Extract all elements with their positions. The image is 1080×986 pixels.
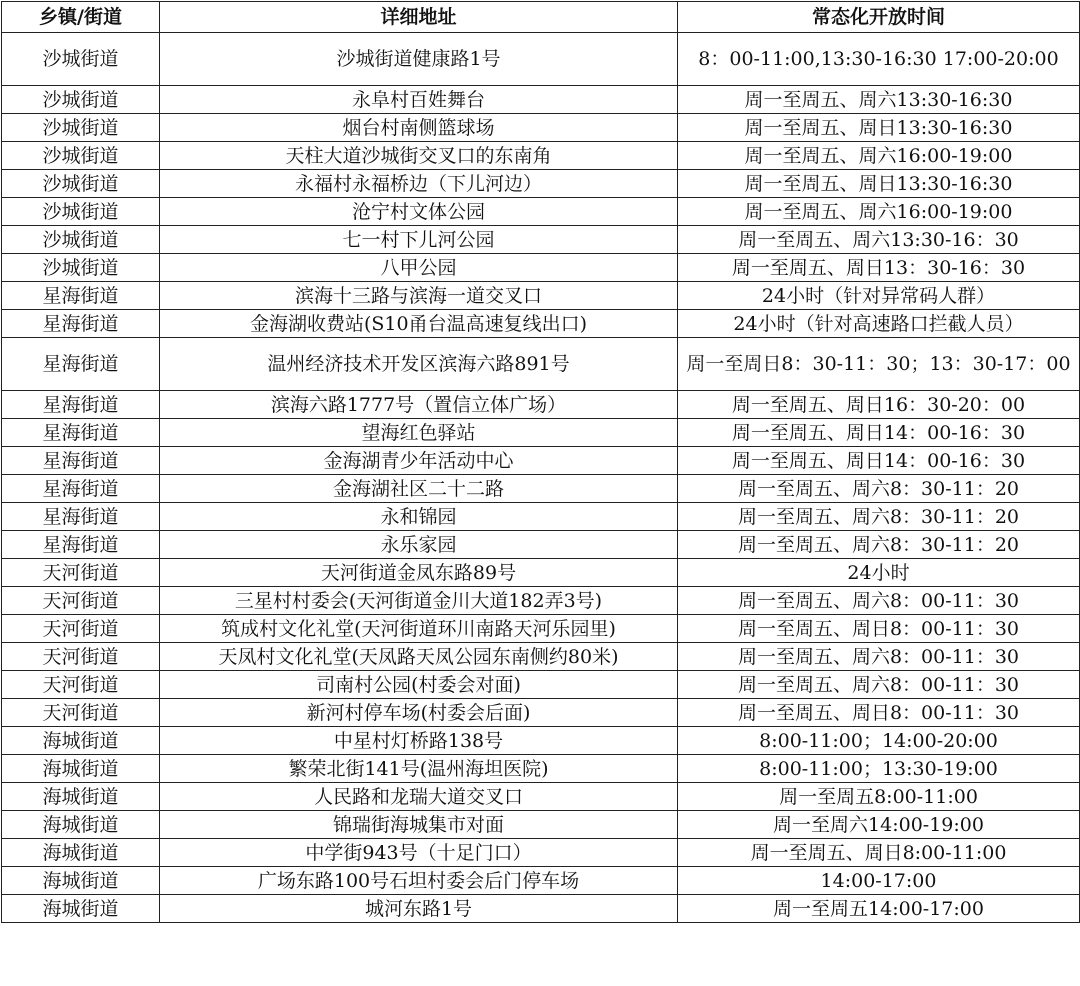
street-cell: 星海街道 (2, 503, 160, 531)
table-row (2, 615, 1080, 643)
address-cell: 新河村停车场(村委会后面) (160, 699, 678, 727)
address-cell: 望海红色驿站 (160, 419, 678, 447)
street-cell: 天河街道 (2, 587, 160, 615)
hours-cell: 周一至周五、周日8:00-11:00 (678, 839, 1080, 867)
street-cell: 沙城街道 (2, 198, 160, 226)
address-cell: 城河东路1号 (160, 895, 678, 923)
street-cell: 星海街道 (2, 531, 160, 559)
street-cell: 星海街道 (2, 419, 160, 447)
table-header-row (2, 2, 1080, 33)
hours-cell: 周一至周五、周日13：30-16：30 (678, 254, 1080, 282)
table-row (2, 338, 1080, 391)
table-row (2, 531, 1080, 559)
table-row (2, 310, 1080, 338)
street-cell: 海城街道 (2, 867, 160, 895)
street-cell: 天河街道 (2, 671, 160, 699)
hours-cell: 周一至周五、周六8：00-11：30 (678, 643, 1080, 671)
table-row (2, 839, 1080, 867)
address-cell: 沙城街道健康路1号 (160, 33, 678, 86)
table-row (2, 643, 1080, 671)
hours-cell: 24小时（针对高速路口拦截人员） (678, 310, 1080, 338)
address-cell: 中学街943号（十足门口） (160, 839, 678, 867)
hours-cell: 周一至周五、周六8：30-11：20 (678, 503, 1080, 531)
hours-cell: 8:00-11:00；13:30-19:00 (678, 755, 1080, 783)
hours-cell: 24小时（针对异常码人群） (678, 282, 1080, 310)
address-cell: 金海湖社区二十二路 (160, 475, 678, 503)
table-row (2, 142, 1080, 170)
hours-cell: 周一至周日8：30-11：30；13：30-17：00 (678, 338, 1080, 391)
hours-cell: 周一至周五、周六8：00-11：30 (678, 671, 1080, 699)
address-cell: 人民路和龙瑞大道交叉口 (160, 783, 678, 811)
table-row (2, 447, 1080, 475)
address-cell: 温州经济技术开发区滨海六路891号 (160, 338, 678, 391)
address-cell: 天河街道金凤东路89号 (160, 559, 678, 587)
table-row (2, 282, 1080, 310)
street-cell: 沙城街道 (2, 170, 160, 198)
address-cell: 永福村永福桥边（下儿河边） (160, 170, 678, 198)
table-row (2, 33, 1080, 86)
street-cell: 沙城街道 (2, 114, 160, 142)
table-row (2, 811, 1080, 839)
street-cell: 星海街道 (2, 391, 160, 419)
hours-cell: 周一至周五、周日13:30-16:30 (678, 170, 1080, 198)
table-row (2, 699, 1080, 727)
table-row (2, 254, 1080, 282)
street-cell: 沙城街道 (2, 226, 160, 254)
table-row (2, 727, 1080, 755)
address-cell: 金海湖收费站(S10甬台温高速复线出口) (160, 310, 678, 338)
address-cell: 司南村公园(村委会对面) (160, 671, 678, 699)
table-row (2, 198, 1080, 226)
address-cell: 天柱大道沙城街交叉口的东南角 (160, 142, 678, 170)
hours-cell: 周一至周五、周日14：00-16：30 (678, 447, 1080, 475)
table-row (2, 895, 1080, 923)
street-cell: 星海街道 (2, 338, 160, 391)
address-cell: 筑成村文化礼堂(天河街道环川南路天河乐园里) (160, 615, 678, 643)
address-cell: 锦瑞街海城集市对面 (160, 811, 678, 839)
address-cell: 中星村灯桥路138号 (160, 727, 678, 755)
street-cell: 星海街道 (2, 447, 160, 475)
address-cell: 永乐家园 (160, 531, 678, 559)
address-cell: 八甲公园 (160, 254, 678, 282)
header-street: 乡镇/街道 (2, 2, 160, 33)
table-body (2, 33, 1080, 923)
hours-cell: 周一至周五、周日14：00-16：30 (678, 419, 1080, 447)
street-cell: 沙城街道 (2, 33, 160, 86)
street-cell: 海城街道 (2, 811, 160, 839)
hours-cell: 8:00-11:00；14:00-20:00 (678, 727, 1080, 755)
hours-cell: 周一至周五、周六16:00-19:00 (678, 198, 1080, 226)
table-row (2, 391, 1080, 419)
hours-cell: 周一至周五、周六8：30-11：20 (678, 475, 1080, 503)
hours-cell: 周一至周五、周六13:30-16：30 (678, 226, 1080, 254)
street-cell: 海城街道 (2, 839, 160, 867)
street-cell: 星海街道 (2, 475, 160, 503)
hours-cell: 周一至周五、周六8：00-11：30 (678, 587, 1080, 615)
hours-cell: 周一至周五、周日8：00-11：30 (678, 699, 1080, 727)
table-row (2, 475, 1080, 503)
address-cell: 永阜村百姓舞台 (160, 86, 678, 114)
header-hours: 常态化开放时间 (678, 2, 1080, 33)
hours-cell: 14:00-17:00 (678, 867, 1080, 895)
header-address: 详细地址 (160, 2, 678, 33)
street-cell: 天河街道 (2, 615, 160, 643)
address-cell: 永和锦园 (160, 503, 678, 531)
table-row (2, 559, 1080, 587)
table-row (2, 170, 1080, 198)
street-cell: 海城街道 (2, 755, 160, 783)
address-cell: 烟台村南侧篮球场 (160, 114, 678, 142)
hours-cell: 周一至周五、周日16：30-20：00 (678, 391, 1080, 419)
table-row (2, 867, 1080, 895)
street-cell: 星海街道 (2, 282, 160, 310)
street-cell: 星海街道 (2, 310, 160, 338)
table-row (2, 755, 1080, 783)
address-cell: 滨海六路1777号（置信立体广场） (160, 391, 678, 419)
testing-sites-table (1, 1, 1080, 923)
hours-cell: 周一至周五、周日13:30-16:30 (678, 114, 1080, 142)
street-cell: 海城街道 (2, 895, 160, 923)
hours-cell: 周一至周五、周六8：30-11：20 (678, 531, 1080, 559)
hours-cell: 周一至周五、周六13:30-16:30 (678, 86, 1080, 114)
hours-cell: 周一至周五、周六16:00-19:00 (678, 142, 1080, 170)
table-row (2, 503, 1080, 531)
table-row (2, 671, 1080, 699)
hours-cell: 24小时 (678, 559, 1080, 587)
address-cell: 广场东路100号石坦村委会后门停车场 (160, 867, 678, 895)
address-cell: 天凤村文化礼堂(天凤路天凤公园东南侧约80米) (160, 643, 678, 671)
street-cell: 沙城街道 (2, 86, 160, 114)
table-row (2, 114, 1080, 142)
street-cell: 天河街道 (2, 643, 160, 671)
address-cell: 三星村村委会(天河街道金川大道182弄3号) (160, 587, 678, 615)
address-cell: 七一村下儿河公园 (160, 226, 678, 254)
table-row (2, 86, 1080, 114)
street-cell: 海城街道 (2, 727, 160, 755)
street-cell: 沙城街道 (2, 254, 160, 282)
address-cell: 繁荣北街141号(温州海坦医院) (160, 755, 678, 783)
street-cell: 海城街道 (2, 783, 160, 811)
address-cell: 滨海十三路与滨海一道交叉口 (160, 282, 678, 310)
address-cell: 沧宁村文体公园 (160, 198, 678, 226)
hours-cell: 周一至周五、周日8：00-11：30 (678, 615, 1080, 643)
hours-cell: 周一至周六14:00-19:00 (678, 811, 1080, 839)
street-cell: 沙城街道 (2, 142, 160, 170)
hours-cell: 周一至周五8:00-11:00 (678, 783, 1080, 811)
hours-cell: 周一至周五14:00-17:00 (678, 895, 1080, 923)
hours-cell: 8：00-11:00,13:30-16:30 17:00-20:00 (678, 33, 1080, 86)
table-row (2, 226, 1080, 254)
table-row (2, 783, 1080, 811)
address-cell: 金海湖青少年活动中心 (160, 447, 678, 475)
table-row (2, 419, 1080, 447)
street-cell: 天河街道 (2, 699, 160, 727)
table-row (2, 587, 1080, 615)
street-cell: 天河街道 (2, 559, 160, 587)
